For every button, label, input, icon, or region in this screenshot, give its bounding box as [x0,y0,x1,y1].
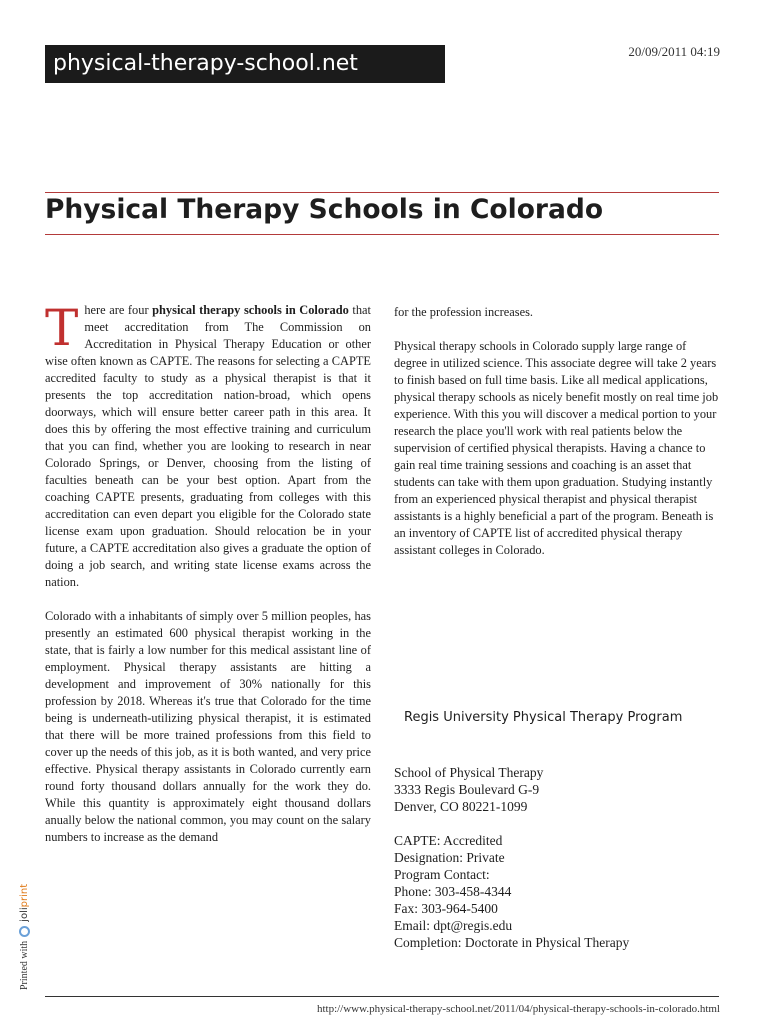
email-link[interactable]: Email: dpt@regis.edu [394,918,513,933]
paragraph-intro [45,299,371,591]
footer-rule [45,996,719,997]
detail-line: CAPTE: Accredited [394,833,503,848]
paragraph-population-cont: for the profession increases. [394,305,534,319]
paragraph-degree: Physical therapy schools in Colorado supply large range of degree in utilized science. This associate degree will take 2 years to finish based on full time basis. Like all medical applications, physical therapy schools as nicely benefit mostly on real time job experience. With this you will discover a medical portion to your research the place you'll work with real patients below the supervision of certified physical therapists. Having a chance to gain real time training sessions and coaching is an asset that students can take with them upon graduation. Studying instantly from an experienced physical therapist and physical therapist assistants is a highly beneficial a part of the program. Beneath is an inventory of CAPTE list of accredited physical therapy assistant colleges in Colorado. [394,339,719,557]
printed-with-label: Printed with [19,940,30,990]
program-title: Regis University Physical Therapy Program [404,710,683,725]
printed-with-joliprint [19,884,30,990]
logo-print: print [19,883,30,908]
intro-bold: physical therapy schools in Colorado [152,303,349,317]
footer-url-link[interactable]: http://www.physical-therapy-school.net/2011/04/physical-therapy-schools-in-colorado.html [316,1003,720,1015]
title-rule-top [45,192,719,193]
address-line: 3333 Regis Boulevard G-9 [394,782,540,797]
intro-lead: here are four [84,303,153,317]
joliprint-logo-text[interactable] [19,884,30,922]
title-rule-bottom [45,234,719,235]
detail-line: Completion: Doctorate in Physical Therapy [394,935,630,950]
site-banner[interactable]: physical-therapy-school.net [45,45,445,83]
joliprint-logo-icon [19,926,30,937]
detail-line: Fax: 303-964-5400 [394,901,498,916]
timestamp: 20/09/2011 04:19 [628,44,720,59]
address-line: School of Physical Therapy [394,765,544,780]
paragraph-population: Colorado with a inhabitants of simply over 5 million peoples, has presently an estimated 600 physical therapist working in the state, that is fairly a low number for this medical assistant line of employment. Physical therapy assistants are hitting a development and improvement of 30% nationally for this profession by 2018. Whereas it's true that Colorado for the time being is underneath-utilizing physical therapist, it is estimated that there will be more trained professions from this field to cover up the needs of this job, as it is both wanted, and very price effective. Physical therapy assistants in Colorado currently earn round forty thousand dollars annually for the work they do. While this quantity is approximately eight thousand dollars anually below the national common, you may count on the salary numbers to increase as the demand [45,609,371,844]
detail-line: Program Contact: [394,867,490,882]
intro-rest: that meet accreditation from The Commission on Accreditation in Physical Therapy Education or other wise often known as CAPTE. The reasons for selecting a CAPTE accredited faculty to study as a physical therapist is that it presents the top accreditation nation-broad, which opens doorways, which will ensure better career path in this area. It does this by offering the most effective training and curriculum that you can find, whether you are looking to research in near Colorado Springs, or Denver, choosing from the listing of faculties beneath can be your best option. Apart from the coaching CAPTE presents, graduating from colleges with this accreditation can even depart you eligible for the Colorado state license exam upon graduation. Should relocation be in your future, a CAPTE accreditation also gives a graduate the option of doing a job search, and writing state license exams across the nation. [45,303,371,589]
article-right-column [394,304,720,559]
dropcap: T [45,299,79,357]
address-line: Denver, CO 80221-1099 [394,799,528,814]
detail-line: Designation: Private [394,850,505,865]
program-details [394,764,720,951]
detail-line: Phone: 303-458-4344 [394,884,512,899]
page-title: Physical Therapy Schools in Colorado [45,194,604,225]
logo-joli: joli [19,907,30,922]
article-left-column [45,299,371,846]
